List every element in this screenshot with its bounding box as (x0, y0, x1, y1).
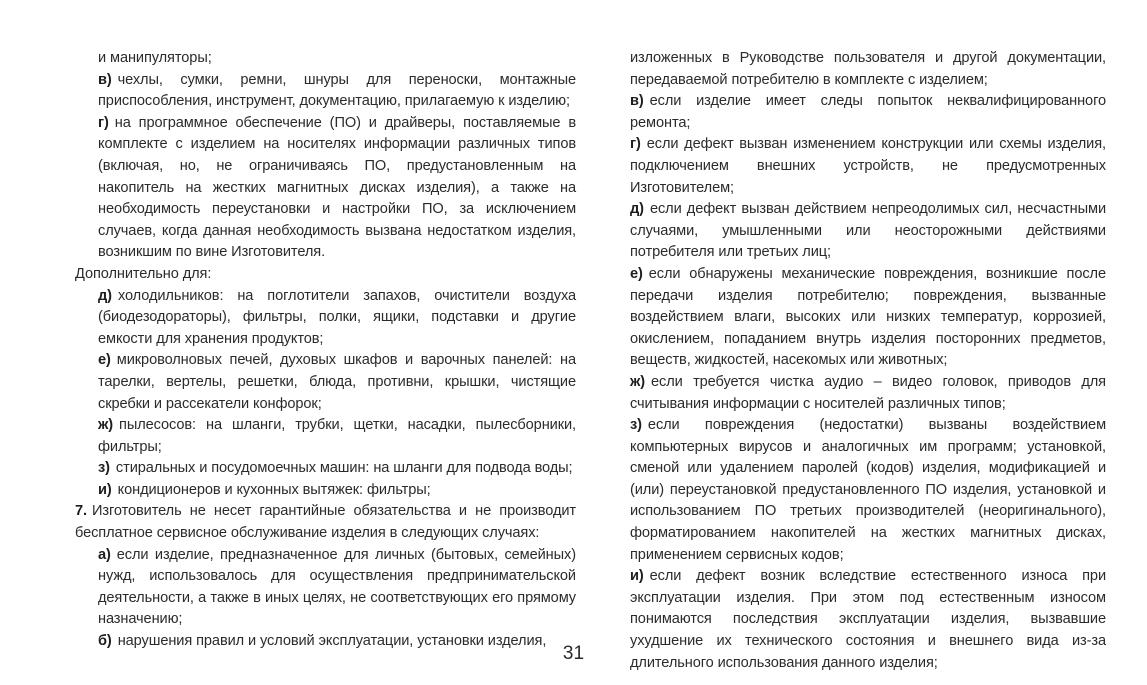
list-item-text: если изделие имеет следы попыток неквалифицированного ремонта; (630, 93, 1106, 131)
list-item-text: если дефект вызван изменением конструкции или схемы изделия, подключением внешних устройств, не предусмотренных Изготовителем; (630, 136, 1106, 196)
clause-text: Изготовитель не несет гарантийные обязательства и не производит бесплатное сервисное обслуживание изделия в следующих случаях: (75, 503, 576, 542)
list-label: е) (630, 265, 643, 282)
list-item-z (630, 415, 1106, 566)
list-label: а) (98, 546, 111, 563)
list-label: и) (630, 568, 644, 585)
list-label: г) (98, 114, 109, 131)
list-item-v (630, 91, 1106, 134)
list-item-text: если обнаружены механические повреждения, возникшие после передачи изделия потребителю; повреждения, вызванные воздействием влаги, высоких или низких температур, коррозией, окислением, попаданием внутрь изделия посторонних предметов, веществ, жидкостей, насекомых или животных; (630, 265, 1106, 369)
list-item-i (75, 480, 576, 502)
list-item-text: микроволновых печей, духовых шкафов и варочных панелей: на тарелки, вертелы, решетки, блюда, противни, крышки, чистящие скребки и рассекатели конфорок; (98, 352, 576, 412)
list-label: е) (98, 352, 111, 369)
list-label: и) (98, 481, 112, 498)
list-label: д) (630, 201, 644, 218)
list-item-zh (75, 415, 576, 458)
list-item-text: холодильников: на поглотители запахов, очистители воздуха (биодезодораторы), фильтры, полки, ящики, подставки и другие емкости для хранения продуктов; (98, 287, 576, 347)
list-item-text: на программное обеспечение (ПО) и драйверы, поставляемые в комплекте с изделием на носителях информации различных типов (включая, но, не ограничиваясь ПО, предустановленным на накопитель на жестких магнитных дисках изделия), а также на необходимость переустановки и настройки ПО, за исключением случаев, когда данная необходимость вызвана недостатком изделия, возникшим по вине Изготовителя. (98, 114, 576, 261)
list-item-text: если требуется чистка аудио – видео головок, приводов для считывания информации с носителей различных типов; (630, 373, 1106, 412)
list-item-d (75, 286, 576, 351)
list-item-z (75, 458, 576, 480)
list-label: д) (98, 287, 112, 304)
left-column (75, 48, 576, 653)
paragraph-continuation (630, 48, 1106, 91)
paragraph-text: изложенных в Руководстве пользователя и другой документации, передаваемой потребителю в комплекте с изделием; (630, 50, 1106, 88)
list-label: г) (630, 136, 641, 153)
right-column (630, 48, 1106, 674)
list-label: з) (630, 417, 642, 434)
list-label: б) (98, 633, 112, 650)
list-label: в) (630, 93, 644, 110)
list-label: в) (98, 71, 112, 88)
section-subheading (75, 264, 576, 286)
list-item-text: если дефект возник вследствие естественного износа при эксплуатации изделия. При этом под естественным износом понимаются последствия эксплуатации изделия, вызвавшие ухудшение их технического состояния и внешнего вида из-за длительного использования данного изделия; (630, 568, 1106, 671)
list-label: ж) (98, 417, 114, 434)
subheading-text: Дополнительно для: (75, 265, 212, 282)
list-item-e (630, 264, 1106, 372)
list-label: ж) (630, 373, 646, 390)
page-number: 31 (562, 643, 585, 664)
list-item-text: если дефект вызван действием непреодолимых сил, несчастными случаями, умышленными или неосторожными действиями потребителя или третьих лиц; (630, 201, 1106, 261)
list-item-d (630, 199, 1106, 264)
list-item-zh (630, 372, 1106, 415)
paragraph-continuation (75, 48, 576, 70)
list-item-text: кондиционеров и кухонных вытяжек: фильтры; (117, 481, 431, 498)
clause-number: 7. (75, 503, 87, 520)
list-label: з) (98, 460, 110, 477)
list-item-text: нарушения правил и условий эксплуатации, установки изделия, (117, 633, 547, 650)
paragraph-text: и манипуляторы; (98, 50, 212, 66)
list-item-e (75, 350, 576, 415)
list-item-g (75, 113, 576, 264)
list-item-text: если повреждения (недостатки) вызваны воздействием компьютерных вирусов и аналогичных им программ; установкой, сменой или удалением паролей (кодов) изделия, модификацией и (или) переустановкой предустановленного ПО изделия, установкой и использованием ПО третьих производителей (неоригинального), форматированием накопителей на жестких магнитных дисках, применением сервисных кодов; (630, 417, 1106, 563)
list-item-v (75, 70, 576, 113)
list-item-text: стиральных и посудомоечных машин: на шланги для подвода воды; (115, 460, 573, 477)
numbered-clause-7 (75, 501, 576, 544)
list-item-text: чехлы, сумки, ремни, шнуры для переноски, монтажные приспособления, инструмент, документацию, прилагаемую к изделию; (98, 71, 576, 110)
list-item-g (630, 134, 1106, 199)
list-item-a (75, 545, 576, 631)
list-item-text: пылесосов: на шланги, трубки, щетки, насадки, пылесборники, фильтры; (98, 417, 576, 455)
list-item-text: если изделие, предназначенное для личных (бытовых, семейных) нужд, использовалось для осуществления предпринимательской деятельности, а также в иных целях, не соответствующих его прямому назначению; (98, 546, 576, 628)
